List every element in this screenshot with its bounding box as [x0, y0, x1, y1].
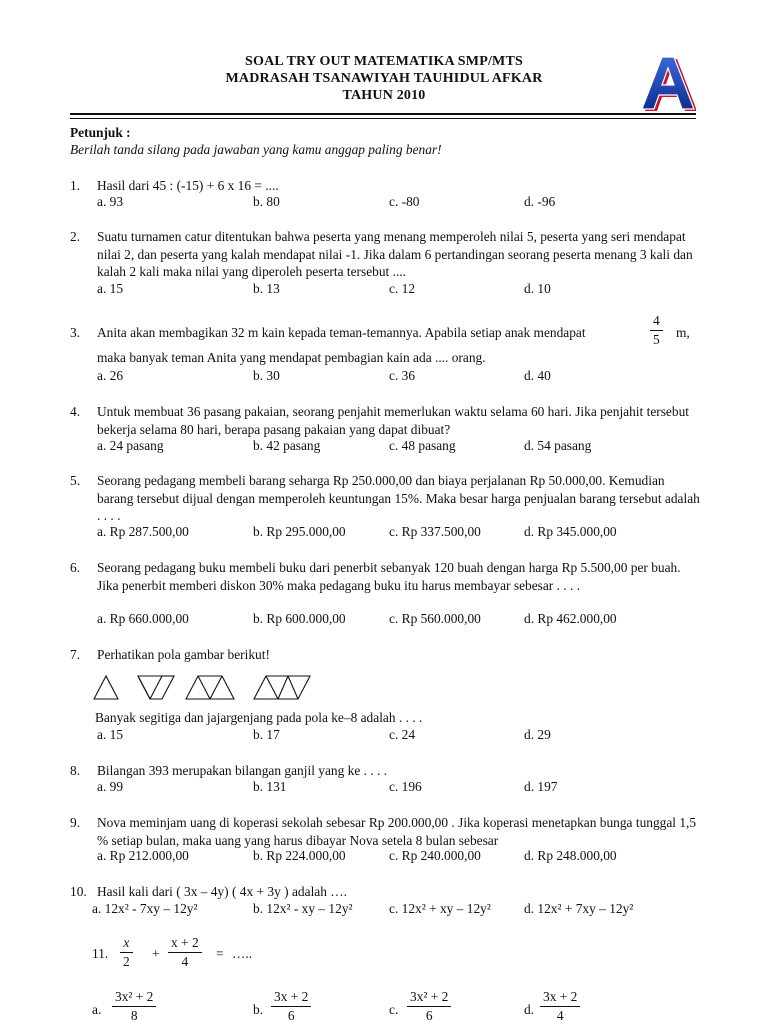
option-b[interactable]: b. 17 — [253, 727, 280, 742]
option-c[interactable]: c. Rp 337.500,00 — [389, 524, 481, 539]
fraction-numerator: 3x + 2 — [271, 988, 311, 1007]
question-10-options — [92, 901, 692, 919]
option-c[interactable]: c. 12x² + xy – 12y² — [389, 901, 491, 916]
fraction-numerator: x — [120, 934, 133, 953]
pattern-1-triangle — [94, 676, 118, 699]
pattern-4-shape — [254, 676, 310, 699]
question-4-options — [97, 438, 697, 456]
option-a[interactable]: a. 26 — [97, 368, 124, 383]
fraction-denominator: 4 — [556, 1008, 564, 1023]
question-number: 2. — [70, 229, 81, 244]
question-number: 1. — [70, 178, 81, 193]
option-d[interactable]: d. -96 — [524, 194, 556, 209]
option-c[interactable]: c. 48 pasang — [389, 438, 456, 453]
question-8 — [70, 762, 700, 780]
question-1 — [70, 177, 700, 195]
question-2-options — [97, 281, 697, 299]
fraction-numerator: 3x + 2 — [540, 988, 580, 1007]
question-number: 4. — [70, 404, 81, 419]
question-5 — [70, 472, 700, 525]
question-2 — [70, 228, 700, 281]
fraction-denominator: 6 — [287, 1008, 295, 1023]
option-b[interactable]: b. Rp 600.000,00 — [253, 611, 346, 626]
question-number: 7. — [70, 647, 81, 662]
option-c[interactable]: c. -80 — [389, 194, 420, 209]
fraction-numerator: 3x² + 2 — [112, 988, 156, 1007]
option-d[interactable]: d. Rp 345.000,00 — [524, 524, 617, 539]
fraction-x-over-2 — [120, 934, 133, 971]
fraction-denominator: 2 — [123, 954, 130, 969]
fraction-denominator: 4 — [181, 954, 189, 969]
header-line-1: SOAL TRY OUT MATEMATIKA SMP/MTS — [245, 54, 523, 69]
question-5-options — [97, 524, 697, 542]
question-7-options — [97, 727, 697, 745]
question-9-options — [97, 848, 697, 866]
option-d[interactable]: d. 29 — [524, 727, 551, 742]
question-number: 10. — [70, 884, 87, 899]
instructions-title: Petunjuk : — [70, 125, 131, 140]
option-a[interactable]: a. 93 — [97, 194, 124, 209]
question-number: 8. — [70, 763, 81, 778]
option-a[interactable]: a. 15 — [97, 727, 124, 742]
option-d[interactable]: d. 197 — [524, 779, 558, 794]
pattern-3-shape — [186, 676, 234, 699]
fraction-denominator: 5 — [653, 332, 660, 347]
option-d[interactable]: d. 40 — [524, 368, 551, 383]
question-number: 5. — [70, 473, 81, 488]
option-a[interactable]: a. 24 pasang — [97, 438, 164, 453]
question-number: 11. — [92, 946, 109, 961]
option-c[interactable]: c. 36 — [389, 368, 416, 383]
option-label: d. — [524, 1002, 535, 1017]
option-a[interactable]: a. 99 — [97, 779, 124, 794]
question-text: Perhatikan pola gambar berikut! — [97, 647, 270, 662]
option-label: c. — [389, 1002, 399, 1017]
option-b[interactable]: b. 131 — [253, 779, 287, 794]
question-4 — [70, 403, 700, 438]
option-fraction — [112, 988, 156, 1025]
option-a[interactable]: a. Rp 287.500,00 — [97, 524, 189, 539]
option-b[interactable]: b. Rp 295.000,00 — [253, 524, 346, 539]
option-c[interactable]: c. 196 — [389, 779, 422, 794]
fraction-denominator: 8 — [130, 1008, 138, 1023]
option-c[interactable]: c. Rp 240.000,00 — [389, 848, 481, 863]
question-text-line-2: maka banyak teman Anita yang mendapat pembagian kain ada .... orang. — [97, 350, 486, 365]
option-b[interactable]: b. 80 — [253, 194, 280, 209]
option-d[interactable]: d. 10 — [524, 281, 551, 296]
school-logo — [640, 54, 696, 112]
question-7 — [70, 646, 700, 664]
question-7-text-line-2: Banyak segitiga dan jajargenjang pada pola ke–8 adalah . . . . — [95, 710, 423, 725]
option-b[interactable]: b. Rp 224.000,00 — [253, 848, 346, 863]
option-c[interactable]: c. Rp 560.000,00 — [389, 611, 481, 626]
question-9 — [70, 814, 700, 849]
question-number: 9. — [70, 815, 81, 830]
option-d[interactable]: d. 12x² + 7xy – 12y² — [524, 901, 634, 916]
fraction-numerator: 4 — [650, 312, 663, 331]
question-text: Seorang pedagang buku membeli buku dari penerbit sebanyak 120 buah dengan harga Rp 5.500,00 per buah. Jika penerbit memberi diskon 30% maka pedagang buku itu harus membayar sebesar . . . . — [97, 560, 681, 593]
option-b[interactable]: b. 42 pasang — [253, 438, 321, 453]
answer-dots: ….. — [232, 946, 253, 961]
option-d[interactable]: d. Rp 462.000,00 — [524, 611, 617, 626]
question-text: Untuk membuat 36 pasang pakaian, seorang penjahit memerlukan waktu selama 60 hari. Jika penjahit tersebut bekerja selama 80 hari, berapa pasang pakaian yang dapat dibuat? — [97, 404, 689, 437]
question-text: Anita akan membagikan 32 m kain kepada teman-temannya. Apabila setiap anak mendapat — [97, 325, 586, 340]
option-fraction — [407, 988, 451, 1025]
option-d[interactable]: d. 54 pasang — [524, 438, 592, 453]
fraction-numerator: 3x² + 2 — [407, 988, 451, 1007]
question-text: Nova meminjam uang di koperasi sekolah sebesar Rp 200.000,00 . Jika koperasi menetapkan bunga tunggal 1,5 % setiap bulan, maka uang yang harus dibayar Nova setela 8 bulan sebesar — [97, 815, 697, 848]
option-b[interactable]: b. 13 — [253, 281, 280, 296]
option-a[interactable]: a. 12x² - 7xy – 12y² — [92, 901, 198, 916]
option-b[interactable]: b. 30 — [253, 368, 280, 383]
equals-sign: = — [216, 946, 224, 961]
question-text: Suatu turnamen catur ditentukan bahwa peserta yang menang memperoleh nilai 5, peserta yang seri mendapat nilai 2, dan peserta yang kalah mendapat nilai -1. Jika dalam 6 pertandingan seorang peserta menang 3 kali dan kalah 2 kali maka nilai yang diperoleh peserta tersebut .... — [97, 229, 693, 280]
question-number: 6. — [70, 560, 81, 575]
option-c[interactable]: c. 24 — [389, 727, 416, 742]
question-text: Seorang pedagang membeli barang seharga Rp 250.000,00 dan biaya perjalanan Rp 50.000,00. Kemudian barang tersebut dijual dengan memperoleh keuntungan 15%. Maka besar harga penjualan barang tersebut adalah . . . . — [97, 473, 700, 524]
question-11 — [92, 934, 392, 974]
option-b[interactable]: b. 12x² - xy – 12y² — [253, 901, 353, 916]
option-a[interactable]: a. 15 — [97, 281, 124, 296]
option-label: b. — [253, 1002, 264, 1017]
option-fraction — [271, 988, 311, 1025]
question-11-options — [92, 988, 692, 1024]
option-label: a. — [92, 1002, 102, 1017]
question-6-options — [97, 611, 697, 629]
option-a[interactable]: a. Rp 212.000,00 — [97, 848, 189, 863]
fraction-numerator: x + 2 — [168, 934, 202, 953]
instructions-text: Berilah tanda silang pada jawaban yang kamu anggap paling benar! — [70, 142, 442, 157]
question-6 — [70, 559, 700, 594]
question-3-options — [97, 368, 697, 386]
fraction-four-fifths — [650, 312, 663, 349]
header-line-3: TAHUN 2010 — [342, 88, 426, 103]
fraction-denominator: 6 — [425, 1008, 433, 1023]
plus-sign: + — [152, 946, 160, 961]
header-rule-thin — [70, 118, 696, 119]
option-d[interactable]: d. Rp 248.000,00 — [524, 848, 617, 863]
question-1-options — [97, 194, 697, 212]
fraction-x-plus-2-over-4 — [168, 934, 202, 971]
question-text: Hasil kali dari ( 3x – 4y) ( 4x + 3y ) adalah …. — [97, 884, 348, 899]
question-8-options — [97, 779, 697, 797]
question-text: Bilangan 393 merupakan bilangan ganjil yang ke . . . . — [97, 763, 388, 778]
option-fraction — [540, 988, 580, 1025]
option-a[interactable]: a. Rp 660.000,00 — [97, 611, 189, 626]
option-c[interactable]: c. 12 — [389, 281, 416, 296]
triangle-pattern-figure — [92, 674, 314, 700]
question-text-unit: m, — [676, 325, 690, 340]
question-10 — [70, 883, 700, 901]
header-line-2: MADRASAH TSANAWIYAH TAUHIDUL AFKAR — [225, 71, 543, 86]
question-text: Hasil dari 45 : (-15) + 6 x 16 = .... — [97, 178, 279, 193]
header-rule-thick — [70, 113, 696, 115]
question-number: 3. — [70, 325, 81, 340]
